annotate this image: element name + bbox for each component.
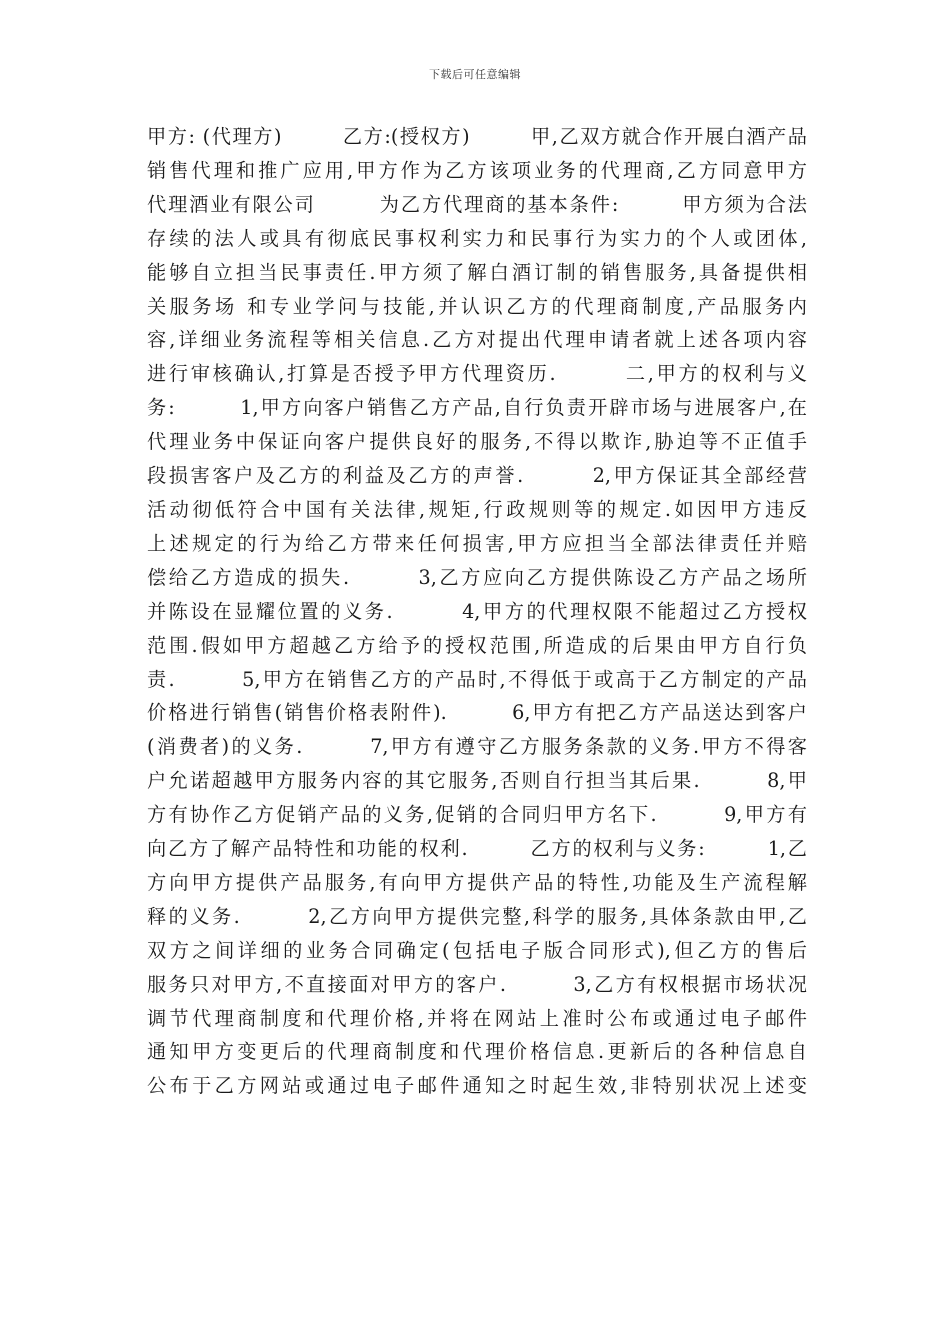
text-line: 调节代理商制度和代理价格,并将在网站上准时公布或通过电子邮件 bbox=[147, 1006, 807, 1030]
text-line: 段损害客户及乙方的利益及乙方的声誉. 2,甲方保证其全部经营 bbox=[147, 464, 807, 488]
text-line: 服务只对甲方,不直接面对甲方的客户. 3,乙方有权根据市场状况 bbox=[147, 972, 807, 996]
text-line: (消费者)的义务. 7,甲方有遵守乙方服务条款的义务.甲方不得客 bbox=[147, 735, 807, 759]
text-line: 双方之间详细的业务合同确定(包括电子版合同形式),但乙方的售后 bbox=[147, 938, 807, 962]
text-line: 销售代理和推广应用,甲方作为乙方该项业务的代理商,乙方同意甲方 bbox=[147, 158, 807, 182]
page-header: 下载后可任意编辑 bbox=[429, 68, 521, 81]
text-line: 户允诺超越甲方服务内容的其它服务,否则自行担当其后果. 8,甲 bbox=[147, 769, 807, 793]
text-line: 释的义务. 2,乙方向甲方提供完整,科学的服务,具体条款由甲,乙 bbox=[147, 904, 807, 928]
text-line: 容,详细业务流程等相关信息.乙方对提出代理申请者就上述各项内容 bbox=[147, 328, 807, 352]
text-line: 能够自立担当民事责任.甲方须了解白酒订制的销售服务,具备提供相 bbox=[147, 260, 807, 284]
text-line: 范围.假如甲方超越乙方给予的授权范围,所造成的后果由甲方自行负 bbox=[147, 633, 807, 657]
document-body bbox=[147, 120, 807, 1103]
text-line: 价格进行销售(销售价格表附件). 6,甲方有把乙方产品送达到客户 bbox=[147, 701, 807, 725]
text-line: 公布于乙方网站或通过电子邮件通知之时起生效,非特别状况上述变 bbox=[147, 1074, 807, 1098]
text-line: 代理酒业有限公司 为乙方代理商的基本条件: 甲方须为合法 bbox=[147, 192, 807, 216]
text-line: 存续的法人或具有彻底民事权利实力和民事行为实力的个人或团体, bbox=[147, 226, 807, 250]
text-line: 进行审核确认,打算是否授予甲方代理资历. 二,甲方的权利与义 bbox=[147, 362, 807, 386]
text-line: 上述规定的行为给乙方带来任何损害,甲方应担当全部法律责任并赔 bbox=[147, 531, 807, 555]
text-line: 关服务场 和专业学问与技能,并认识乙方的代理商制度,产品服务内 bbox=[147, 294, 807, 318]
text-line: 通知甲方变更后的代理商制度和代理价格信息.更新后的各种信息自 bbox=[147, 1040, 807, 1064]
text-line: 活动彻低符合中国有关法律,规矩,行政规则等的规定.如因甲方违反 bbox=[147, 497, 807, 521]
text-line: 偿给乙方造成的损失. 3,乙方应向乙方提供陈设乙方产品之场所 bbox=[147, 565, 807, 589]
text-line: 甲方: (代理方) 乙方:(授权方) 甲,乙双方就合作开展白酒产品 bbox=[147, 125, 807, 148]
text-line: 务: 1,甲方向客户销售乙方产品,自行负责开辟市场与进展客户,在 bbox=[147, 396, 807, 420]
text-line: 向乙方了解产品特性和功能的权利. 乙方的权利与义务: 1,乙 bbox=[147, 837, 807, 861]
text-line: 代理业务中保证向客户提供良好的服务,不得以欺诈,胁迫等不正值手 bbox=[147, 430, 807, 454]
text-line: 方向甲方提供产品服务,有向甲方提供产品的特性,功能及生产流程解 bbox=[147, 870, 807, 894]
text-line: 方有协作乙方促销产品的义务,促销的合同归甲方名下. 9,甲方有 bbox=[147, 803, 807, 827]
text-line: 责. 5,甲方在销售乙方的产品时,不得低于或高于乙方制定的产品 bbox=[147, 667, 807, 691]
text-line: 并陈设在显耀位置的义务. 4,甲方的代理权限不能超过乙方授权 bbox=[147, 599, 807, 623]
